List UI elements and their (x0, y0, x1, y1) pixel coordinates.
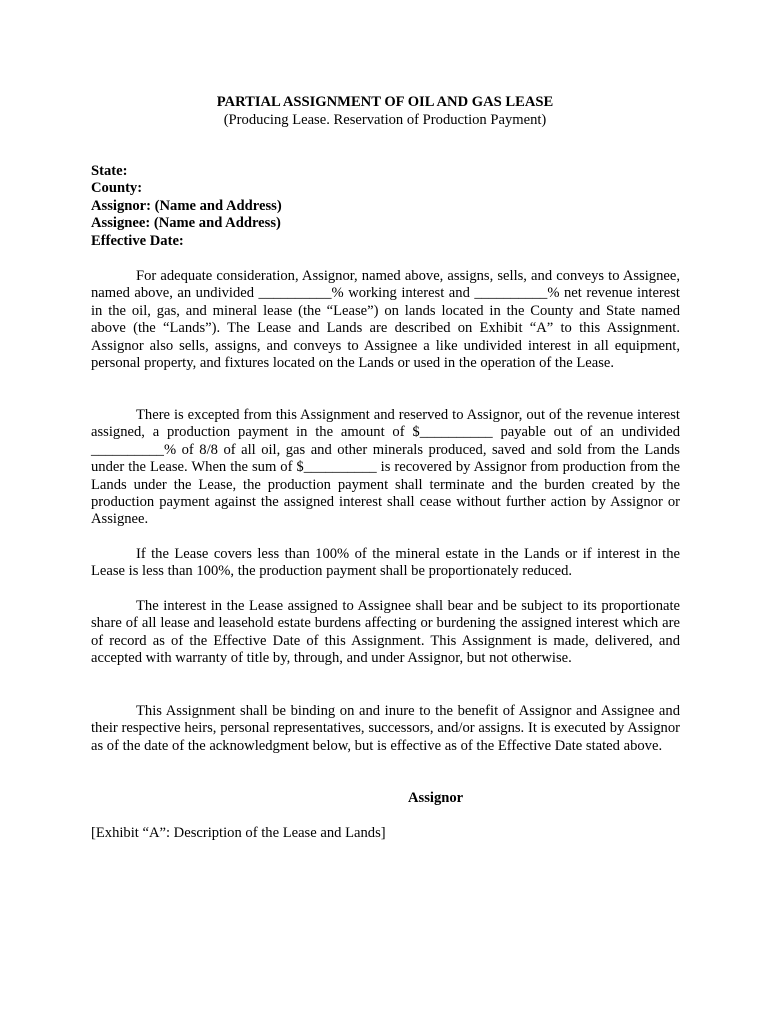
paragraph-binding-effect: This Assignment shall be binding on and inure to the benefit of Assignor and Assignee and their respective heirs, personal representatives, successors, and/or assigns. It is executed by Assignor as of the date of the acknowledgment below, but is effective as of the Effective Date stated above. (91, 703, 680, 754)
paragraph-proportionate-reduction: If the Lease covers less than 100% of the mineral estate in the Lands or if interest in the Lease is less than 100%, the production payment shall be proportionately reduced. (91, 546, 680, 580)
field-county: County: (91, 180, 143, 197)
header-fields (91, 163, 681, 250)
field-state: State: (91, 163, 128, 179)
field-assignee: Assignee: (Name and Address) (91, 215, 281, 232)
exhibit-note: [Exhibit “A”: Description of the Lease and Lands] (91, 825, 386, 841)
paragraph-burdens-warranty: The interest in the Lease assigned to Assignee shall bear and be subject to its proportionate share of all lease and leasehold estate burdens affecting or burdening the assigned interest which are of record as of the Effective Date of this Assignment. This Assignment is made, delivered, and accepted with warranty of title by, through, and under Assignor, but not otherwise. (91, 598, 680, 667)
signer-label: Assignor (408, 790, 464, 806)
field-assignor: Assignor: (Name and Address) (91, 197, 282, 214)
field-effective-date: Effective Date: (91, 232, 184, 249)
paragraph-conveyance: For adequate consideration, Assignor, named above, assigns, sells, and conveys to Assignee, named above, an undivided __________% working interest and __________% net revenue interest in the oil, gas, and mineral lease (the “Lease”) on lands located in the County and State named above (the “Lands”). The Lease and Lands are described on Exhibit “A” to this Assignment. Assignor also sells, assigns, and conveys to Assignee a like undivided interest in all equipment, personal property, and fixtures located on the Lands or used in the operation of the Lease. (91, 268, 680, 372)
document-title: PARTIAL ASSIGNMENT OF OIL AND GAS LEASE (216, 94, 554, 110)
document-subtitle: (Producing Lease. Reservation of Production Payment) (223, 112, 547, 128)
paragraph-production-payment: There is excepted from this Assignment and reserved to Assignor, out of the revenue interest assigned, a production payment in the amount of $__________ payable out of an undivided __________% of 8/8 of all oil, gas and other minerals produced, saved and sold from the Lands under the Lease. When the sum of $__________ is recovered by Assignor from production from the Lands under the Lease, the production payment shall terminate and the burden created by the production payment against the assigned interest shall cease without further action by Assignor or Assignee. (91, 407, 680, 528)
